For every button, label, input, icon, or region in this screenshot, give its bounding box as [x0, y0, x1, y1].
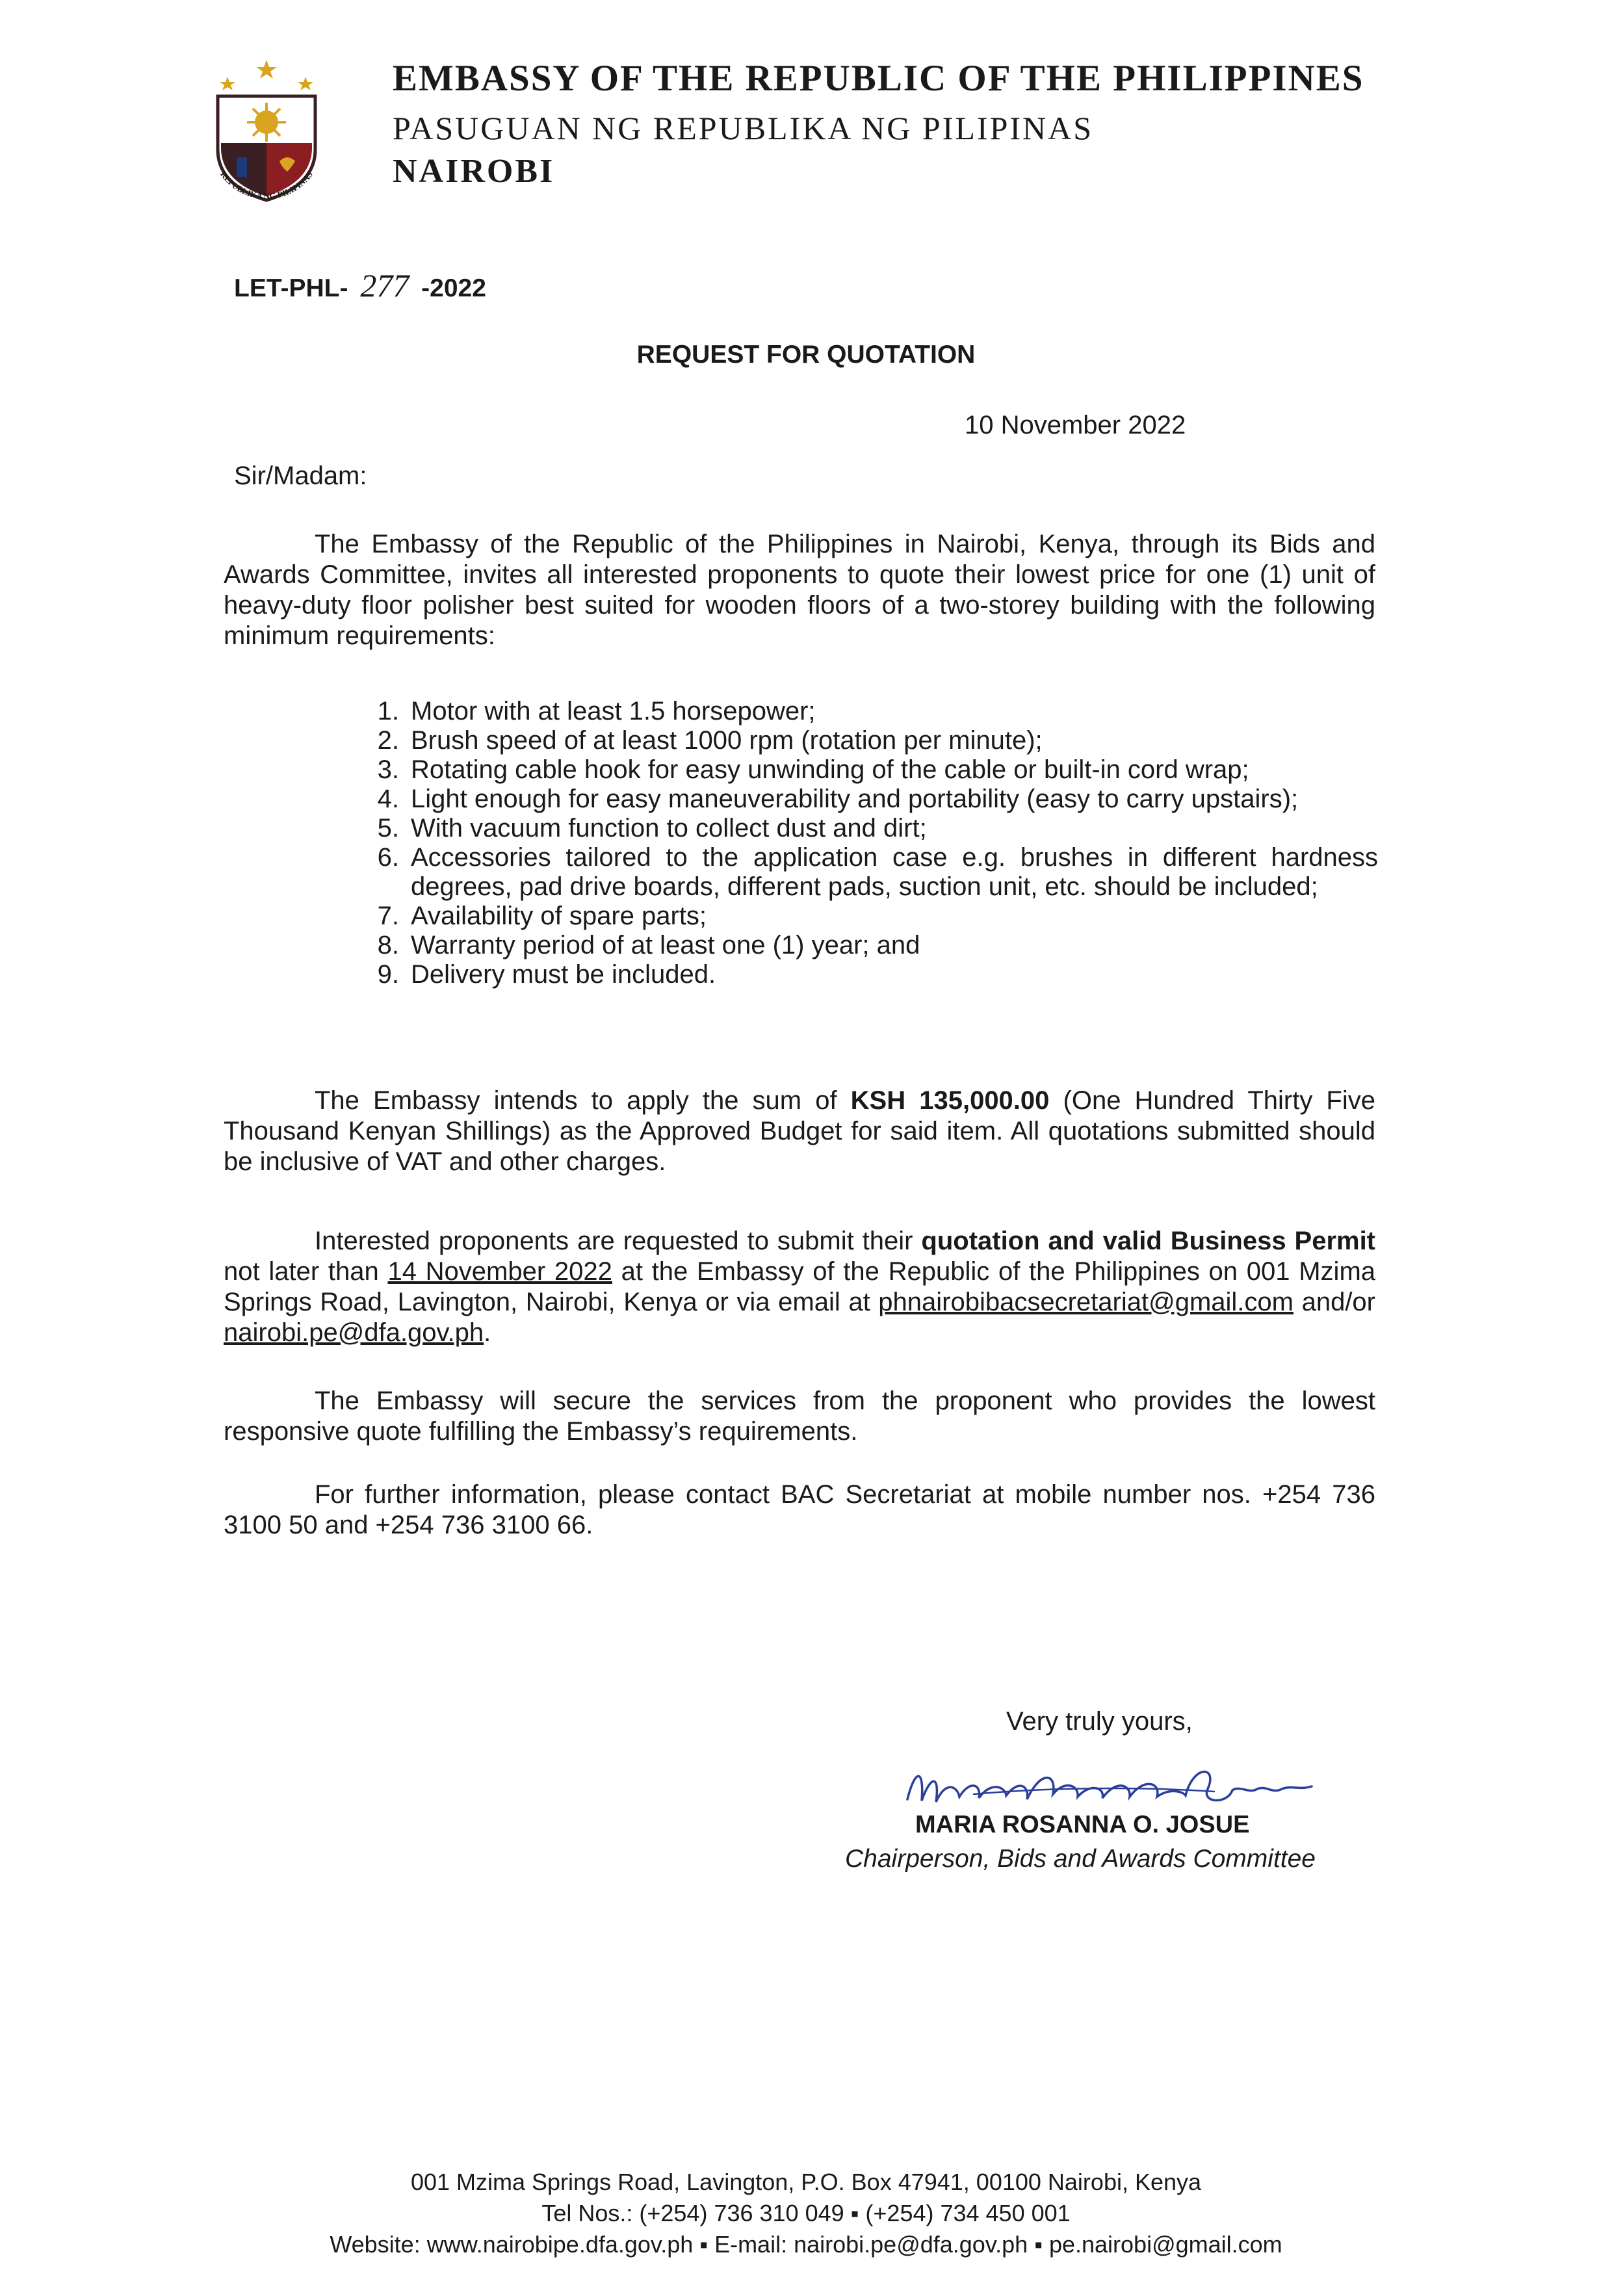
bac-email-link[interactable]: phnairobibacsecretariat@gmail.com — [878, 1288, 1294, 1316]
signer-name: MARIA ROSANNA O. JOSUE — [915, 1811, 1250, 1838]
list-item: 4. Light enough for easy maneuverability and portability (easy to carry upstairs); — [377, 785, 1299, 813]
submission-paragraph: Interested proponents are requested to submit their quotation and valid Business Permit not later than 14 November 2022 at the Embassy of the Republic of the Philippines on 001 Mzima Springs Road, Lavington, Nairobi, Kenya or via email at phnairobibacsecretariat@gmail.com and/or nairobi.pe@dfa.gov.ph. — [224, 1227, 1376, 1347]
list-item: 9. Delivery must be included. — [377, 960, 716, 989]
list-item: 3. Rotating cable hook for easy unwinding of the cable or built-in cord wrap; — [377, 755, 1249, 784]
list-item: 8. Warranty period of at least one (1) year; and — [377, 931, 920, 959]
list-item: 2. Brush speed of at least 1000 rpm (rotation per minute); — [377, 726, 1043, 755]
philippine-seal-icon — [188, 46, 344, 221]
reference-handwritten-number: 277 — [360, 267, 410, 304]
intro-text: The Embassy of the Republic of the Philippines in Nairobi, Kenya, through its Bids and Awards Committee, invites all interested proponents to quote their lowest price for one (1) unit of heavy-duty floor polisher best suited for wooden floors of a two-storey building with the following minimum requirements: — [224, 530, 1375, 650]
handwritten-signature — [902, 1749, 1318, 1820]
list-item: 5. With vacuum function to collect dust and dirt; — [377, 814, 927, 842]
list-item: 6. Accessories tailored to the application case e.g. brushes in different hardness degrees, pad drive boards, different pads, suction unit, etc. should be included; — [377, 843, 1378, 901]
list-item: 1. Motor with at least 1.5 horsepower; — [377, 697, 816, 725]
intro-paragraph — [224, 529, 1375, 651]
seal-text: REPUBLIKA NG PILIPINAS — [218, 169, 315, 202]
contact-paragraph: For further information, please contact BAC Secretariat at mobile number nos. +254 736 3100 50 and +254 736 3100 66. — [224, 1480, 1375, 1539]
footer-address: 001 Mzima Springs Road, Lavington, P.O. Box 47941, 00100 Nairobi, Kenya — [410, 2169, 1202, 2195]
submission-requirements: quotation and valid Business Permit — [921, 1227, 1376, 1255]
list-item: 7. Availability of spare parts; — [377, 902, 707, 930]
reference-number — [234, 267, 486, 304]
document-title: REQUEST FOR QUOTATION — [636, 341, 976, 369]
budget-amount: KSH 135,000.00 — [850, 1086, 1050, 1115]
submission-deadline: 14 November 2022 — [387, 1257, 612, 1286]
footer-web: Website: www.nairobipe.dfa.gov.ph ▪ E-mail: nairobi.pe@dfa.gov.ph ▪ pe.nairobi@gmail.com — [330, 2231, 1282, 2258]
closing: Very truly yours, — [1006, 1707, 1193, 1736]
budget-paragraph: The Embassy intends to apply the sum of KSH 135,000.00 (One Hundred Thirty Five Thousand Kenyan Shillings) as the Approved Budget for said item. All quotations submitted should be inclusive of VAT and other charges. — [224, 1086, 1376, 1176]
reference-suffix: -2022 — [421, 274, 486, 302]
letter-date: 10 November 2022 — [965, 411, 1186, 439]
letterhead-city: NAIROBI — [393, 153, 555, 190]
salutation: Sir/Madam: — [234, 462, 367, 490]
signer-title: Chairperson, Bids and Awards Committee — [845, 1845, 1316, 1873]
award-paragraph: The Embassy will secure the services from the proponent who provides the lowest responsive quote fulfilling the Embassy’s requirements. — [224, 1387, 1375, 1446]
letterhead-embassy: EMBASSY OF THE REPUBLIC OF THE PHILIPPINES — [393, 58, 1364, 99]
letterhead-filipino: PASUGUAN NG REPUBLIKA NG PILIPINAS — [393, 110, 1094, 146]
footer-phones: Tel Nos.: (+254) 736 310 049 ▪ (+254) 734 450 001 — [541, 2200, 1071, 2226]
reference-prefix: LET-PHL- — [234, 274, 348, 302]
embassy-email-link[interactable]: nairobi.pe@dfa.gov.ph — [224, 1318, 484, 1347]
requirements-list — [364, 697, 1378, 989]
